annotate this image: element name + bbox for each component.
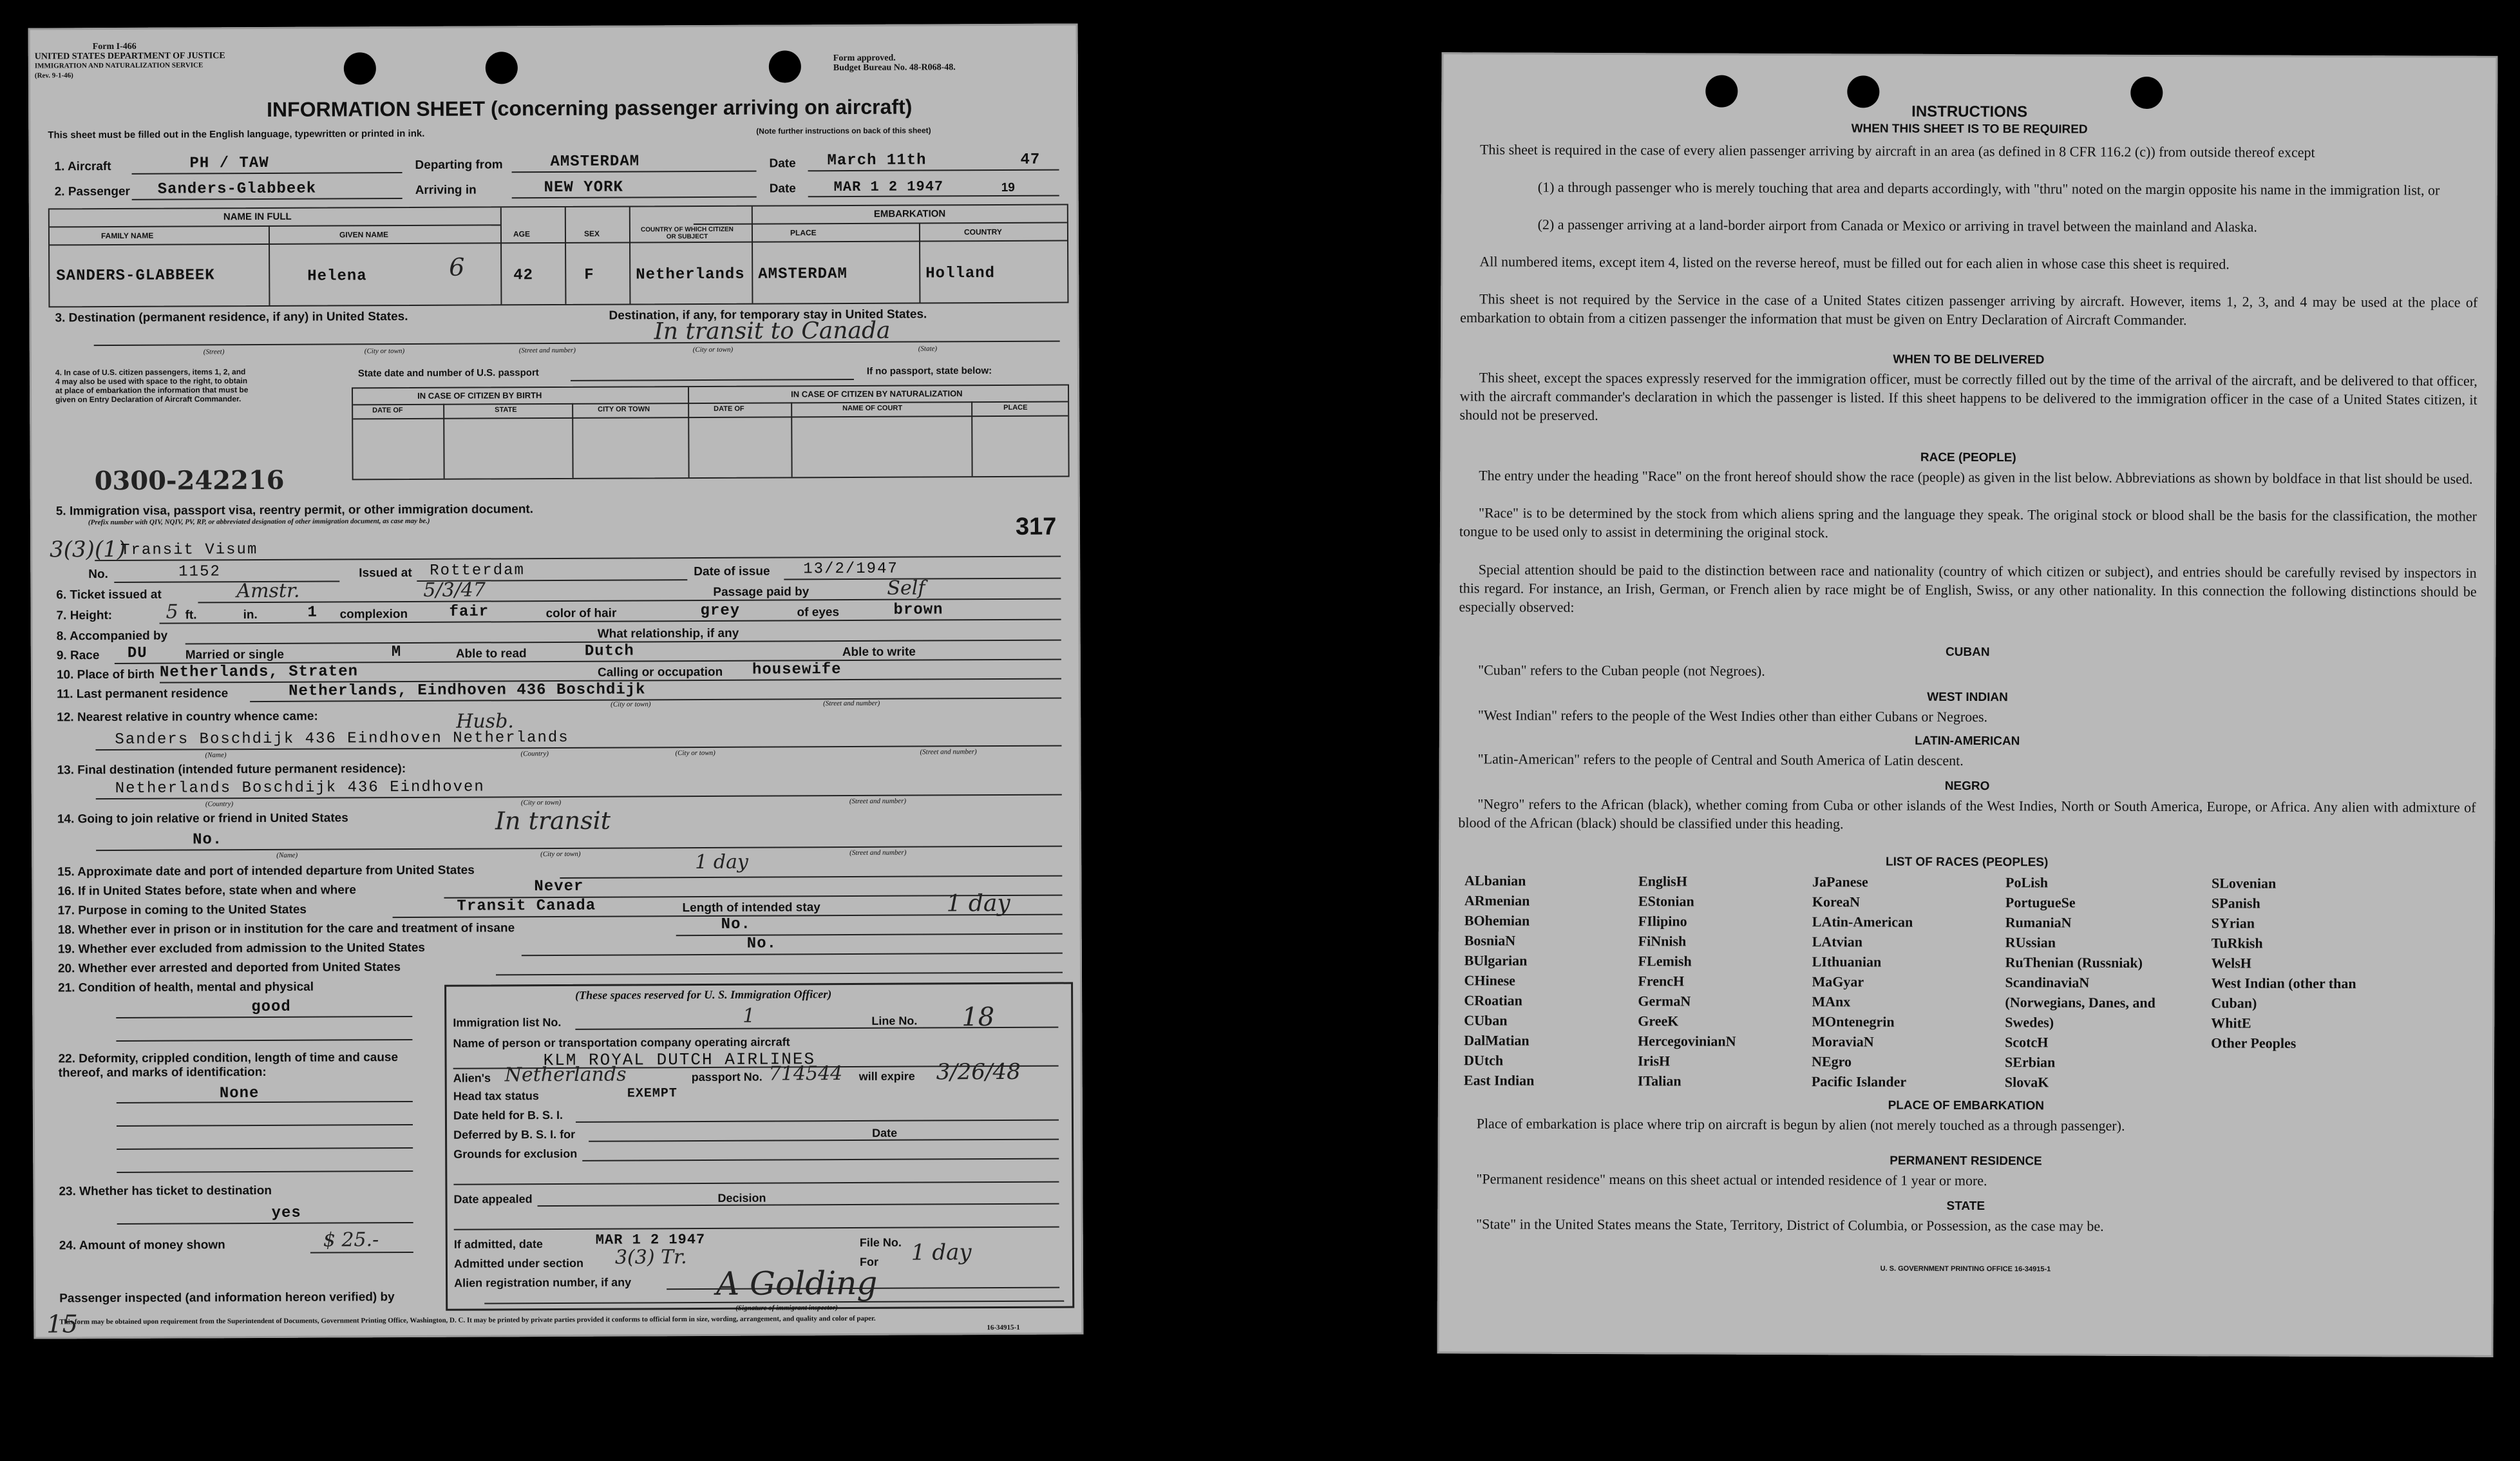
race-value: DU [127,644,147,662]
race-item: BOhemian [1464,912,1530,929]
back-instructions-sheet [1437,52,2497,1357]
race-item: SLovenian [2211,875,2277,892]
grounds-label: Grounds for exclusion [453,1147,578,1161]
race-item: BUlgarian [1464,952,1528,969]
eyes-value: brown [893,601,943,619]
join-relative-value: No. [193,831,223,849]
race-item: LIthuanian [1812,953,1882,970]
para-delivered: This sheet, except the spaces expressly reserved for the immigration officer, must be correctly filled out by the time of the arrival of the aircraft, and be delivered to that officer, with the aircraft commander's declaration in which the passenger is listed. If this sheet happens to be delivered to the immigration officer in the case of a United States citizen, it should not be preserved. [1459,369,2477,423]
race-item: SlovaK [2004,1074,2049,1091]
item20-label: 20. Whether ever arrested and deported from United States [57,960,401,976]
form-instruction: This sheet must be filled out in the English language, typewritten or printed in ink. [48,128,425,141]
height-ft-label: ft. [185,608,197,622]
sub-street: (Street) [203,348,225,356]
race-item: RumaniaN [2005,914,2072,931]
passport-value: 714544 [768,1062,843,1085]
decision-label: Decision [717,1191,766,1205]
alien-nationality-handwritten: Netherlands [504,1063,627,1087]
form-header [35,41,225,81]
para-embarkation: Place of embarkation is place where trip on aircraft is begun by alien (not merely touched as a through passenger). [1476,1115,2125,1134]
item5-label: 5. Immigration visa, passport visa, reentry permit, or other immigration document. [55,502,534,519]
col-court: NAME OF COURT [842,404,903,413]
race-item: RuThenian (Russniak) [2005,954,2143,971]
race-item: PortugueSe [2005,894,2076,911]
race-heading: RACE (PEOPLE) [1920,450,2016,465]
embarkation-country-value: Holland [925,265,996,283]
sub-state: (State) [918,345,938,353]
item16-label: 16. If in United States before, state when and where [57,883,356,899]
header-by-birth: IN CASE OF CITIZEN BY BIRTH [417,390,542,401]
when-delivered-heading: WHEN TO BE DELIVERED [1893,352,2045,367]
citizen-value: Netherlands [636,265,745,284]
para-latin-american: "Latin-American" refers to the people of Central and South America of Latin descent. [1477,750,1964,769]
form-footer: This form may be obtained upon requirement from the Superintendent of Documents, Government Printing Office, Washington, D. C. It may be printed by private parties provided it conforms to official form in size, wording, arrangement, and quality and color of paper. [59,1314,876,1326]
sub-street-number: (Street and number) [849,848,907,857]
race-item: LAtvian [1812,933,1863,950]
year-prefix: 19 [1001,180,1015,195]
arrival-date-stamp: MAR 1 2 1947 [833,178,944,196]
race-item: ScandinaviaN (Norwegians, Danes, and Swedes) [2005,974,2155,1031]
item17-label: 17. Purpose in coming to the United States [57,902,307,918]
race-item: East Indian [1463,1072,1535,1089]
race-item: WelsH [2211,955,2251,971]
list-value: 1 [743,1004,755,1027]
occupation-label: Calling or occupation [597,665,723,680]
item14-label: 14. Going to join relative or friend in United States [57,811,348,826]
para-race: The entry under the heading "Race" on the front hereof should show the race (people) as given in the list below. Abbreviations as shown by boldface in that list should be used. [1479,467,2473,487]
year-value: 47 [1020,151,1041,169]
expire-value: 3/26/48 [936,1058,1021,1085]
race-item: LAtin-American [1812,913,1913,930]
revision: (Rev. 9-1-46) [34,72,73,80]
race-item: Other Peoples [2211,1035,2297,1051]
departing-value: AMSTERDAM [550,153,640,171]
header-age: AGE [513,229,531,239]
officer-header: (These spaces reserved for U. S. Immigration Officer) [575,988,832,1002]
list-of-races-heading: LIST OF RACES (PEOPLES) [1885,855,2049,870]
health-value: good [251,998,291,1017]
race-item: West Indian (other than Cuban) [2211,975,2356,1011]
race-column-1 [1464,870,1535,1090]
item3-handwritten: In transit to Canada [654,317,891,345]
item4-passport-label: State date and number of U.S. passport [357,367,539,379]
held-label: Date held for B. S. I. [453,1108,564,1122]
height-in-label: in. [243,608,258,622]
state-heading: STATE [1946,1199,1985,1214]
sub-country: (Country) [205,800,234,808]
deferred-date-label: Date [872,1126,898,1140]
race-item: SYrian [2211,915,2255,931]
complexion-label: complexion [339,607,408,622]
item4-nopassport-label: If no passport, state below: [866,365,992,377]
read-label: Able to read [455,647,527,661]
item5-sublabel: (Prefix number with QIV, NQIV, PV, RP, or abbreviated designation of other immigration document, as case may be.) [88,517,430,527]
item13-label: 13. Final destination (intended future permanent residence): [57,762,406,778]
race-item: IrisH [1638,1053,1671,1069]
header-place: PLACE [790,228,817,238]
date-issue-value: 13/2/1947 [803,560,898,578]
race-item: ScotcH [2005,1034,2049,1051]
sub-city: (City or town) [692,345,734,354]
passport-label: passport No. [691,1070,763,1084]
date-issue-label: Date of issue [694,564,770,579]
for-value: 1 day [911,1239,972,1266]
race-item: TuRkish [2211,935,2263,951]
sub-street-number: (Street and number) [518,346,576,355]
ticket-issued-value: Amstr. [236,579,300,603]
company-value: KLM ROYAL DUTCH AIRLINES [543,1049,816,1071]
race-item: DUtch [1464,1052,1504,1069]
header-name-in-full: NAME IN FULL [223,211,292,223]
sub-city: (City or town) [364,347,405,356]
departure-handwritten: 1 day [695,850,748,874]
race-item: MOntenegrin [1812,1013,1895,1030]
visa-type-value: Transit Visum [120,541,258,559]
passage-paid-label: Passage paid by [713,585,810,599]
final-destination-value: Netherlands Boschdijk 436 Eindhoven [115,778,485,797]
married-value: M [391,644,402,662]
aircraft-label: 1. Aircraft [54,160,111,174]
instruction-note: (Note further instructions on back of this sheet) [756,126,931,136]
company-label: Name of person or transportation company operating aircraft [453,1035,790,1050]
race-item: NEgro [1812,1053,1852,1070]
birthplace-value: Netherlands, Straten [159,663,359,682]
deferred-label: Deferred by B. S. I. for [453,1127,576,1141]
col-date: DATE OF [372,406,403,415]
race-item: FLemish [1638,953,1692,969]
arriving-label: Arriving in [415,183,477,197]
race-column-4 [2005,872,2173,1093]
race-item: JaPanese [1812,874,1868,890]
height-in-value: 1 [307,604,317,622]
item10-label: 10. Place of birth [56,667,155,682]
list-label: Immigration list No. [453,1015,562,1029]
date-label: Date [769,157,796,171]
budget-bureau: Budget Bureau No. 48-R068-48. [833,62,956,73]
header-by-naturalization: IN CASE OF CITIZEN BY NATURALIZATION [791,388,963,399]
eyes-label: of eyes [797,606,840,620]
col-city: CITY OR TOWN [598,405,650,414]
family-name-value: SANDERS-GLABBEEK [56,267,215,285]
race-column-3 [1812,872,1913,1092]
sex-value: F [584,266,594,284]
race-item: CUban [1464,1012,1508,1029]
for-label: For [859,1255,878,1268]
race-item: CHinese [1464,972,1515,989]
sub-city: (City or town) [540,850,581,859]
race-item: PoLish [2005,874,2049,891]
deformity-value: None [219,1085,260,1103]
race-item: CRoatian [1464,992,1522,1009]
sub-city: (City or town) [611,700,651,709]
sub-city: (City or town) [520,798,562,807]
place-embarkation-heading: PLACE OF EMBARKATION [1888,1098,2045,1113]
sub-name: (Name) [205,751,227,759]
instructions-title: INSTRUCTIONS [1911,102,2028,121]
race-item: MAnx [1812,993,1851,1010]
header-citizen-country: COUNTRY OF WHICH CITIZEN OR SUBJECT [640,225,734,241]
item18-label: 18. Whether ever in prison or in institution for the care and treatment of insane [57,921,515,937]
sub-street-number: (Street and number) [823,699,880,708]
admitted-label: If admitted, date [453,1237,543,1251]
item22-label: 22. Deformity, crippled condition, length of time and cause thereof, and marks of identification: [58,1051,399,1080]
aliens-label: Alien's [453,1071,491,1085]
punch-hole [486,52,518,84]
departing-label: Departing from [415,158,503,172]
relative-handwritten: Husb. [456,710,514,733]
race-column-2 [1638,871,1737,1091]
issued-at-label: Issued at [359,566,412,580]
sub-city: (City or town) [675,749,715,758]
para-exception-1: (1) a through passenger who is merely touching that area and departs accordingly, with "thru" noted on the margin opposite his name in the immigration list, or [1537,178,2440,198]
race-item: SPanish [2211,895,2260,912]
date-label: Date [769,182,796,196]
col-place: PLACE [1003,403,1028,412]
given-name-mark: 6 [449,253,465,282]
race-item: DalMatian [1464,1032,1530,1049]
permanent-residence-heading: PERMANENT RESIDENCE [1890,1154,2042,1169]
header-embarkation: EMBARKATION [873,208,946,220]
prison-value: No. [721,915,751,933]
front-information-sheet [28,23,1084,1339]
head-tax-label: Head tax status [453,1089,539,1103]
para-permanent-residence: "Permanent residence" means on this sheet actual or intended residence of 1 year or more. [1476,1170,1987,1189]
item24-label: 24. Amount of money shown [59,1238,225,1253]
signature-caption: (Signature of immigrant inspector) [735,1304,838,1312]
item8-label: 8. Accompanied by [56,629,168,644]
sub-name: (Name) [276,851,298,859]
age-value: 42 [513,267,534,285]
sub-country: (Country) [520,750,549,758]
expire-label: will expire [858,1069,915,1083]
race-item: Pacific Islander [1811,1073,1907,1090]
sub-street-number: (Street and number) [920,748,977,756]
punch-hole [769,50,801,82]
race-item: EStonian [1638,893,1694,910]
height-ft-value: 5 [166,600,178,624]
passenger-label: 2. Passenger [54,184,130,199]
length-stay-label: Length of intended stay [682,901,820,915]
para-negro: "Negro" refers to the African (black), whether coming from Cuba or other islands of the West Indies, North or South America, Europe, or Africa. Any alien with admixture of blood of the African (black) should be classified under this heading. [1458,796,2476,832]
ticket-date-value: 5/3/47 [423,578,486,602]
purpose-value: Transit Canada [457,897,596,915]
last-residence-value: Netherlands, Eindhoven 436 Boschdijk [289,681,646,700]
inspector-signature: A Golding [715,1264,878,1303]
form-code: 16-34915-1 [987,1323,1020,1332]
header-sex: SEX [583,229,600,238]
race-item: MoraviaN [1812,1033,1874,1050]
item19-label: 19. Whether ever excluded from admission to the United States [57,941,425,957]
race-item: GermaN [1638,993,1691,1009]
west-indian-heading: WEST INDIAN [1927,690,2008,705]
sheet-number: 317 [1015,513,1057,540]
file-number-handwritten: 0300-242216 [94,464,285,497]
when-required-heading: WHEN THIS SHEET IS TO BE REQUIRED [1851,122,2088,137]
section-label: Admitted under section [453,1256,584,1270]
race-item: RUssian [2005,934,2056,951]
nearest-relative-value: Sanders Boschdijk 436 Eindhoven Netherlands [115,729,569,749]
header-country: COUNTRY [963,227,1002,237]
excluded-value: No. [746,935,777,953]
race-item: SErbian [2005,1054,2056,1071]
item15-label: 15. Approximate date and port of intended departure from United States [57,863,475,879]
before-in-us-value: Never [534,877,584,896]
col-state: STATE [495,406,517,414]
service-name: IMMIGRATION AND NATURALIZATION SERVICE [34,61,204,70]
race-column-5 [2211,873,2379,1053]
item21-label: 21. Condition of health, mental and physical [58,980,314,995]
para-cuban: "Cuban" refers to the Cuban people (not Negroes). [1478,662,1765,679]
form-number: Form I-466 [92,41,137,52]
negro-heading: NEGRO [1944,779,1990,794]
money-value: $ 25.- [323,1228,379,1252]
race-item: WhitE [2211,1015,2251,1031]
race-item: HercegovinianN [1638,1033,1736,1049]
line-label: Line No. [871,1014,918,1027]
alien-reg-label: Alien registration number, if any [454,1275,632,1290]
complexion-value: fair [449,603,489,621]
visa-no-label: No. [88,568,108,582]
read-value: Dutch [584,642,634,660]
item6-label: 6. Ticket issued at [56,587,162,602]
race-item: ARmenian [1464,892,1530,909]
para-not-required: This sheet is not required by the Service in the case of a United States citizen passenger arriving by aircraft. However, items 1, 2, 3, and 4 may be used at the place of embarkation to obtain from a citizen passenger the information that must be given on Entry Declaration of Aircraft Commander. [1460,291,2478,329]
para-exception-2: (2) a passenger arriving at a land-border airport from Canada or Mexico or arriving in travel between the mainland and Alaska. [1537,216,2257,235]
officer-box [444,982,1074,1311]
item3-temp-label: Destination, if any, for temporary stay in United States. [609,307,927,323]
cuban-heading: CUBAN [1945,645,1990,660]
write-label: Able to write [842,645,916,660]
name-table [48,204,1069,308]
header-given-name: GIVEN NAME [339,230,389,240]
item23-label: 23. Whether has ticket to destination [59,1183,272,1199]
race-item: ALbanian [1464,872,1526,889]
married-label: Married or single [185,647,284,662]
item7-label: 7. Height: [56,609,113,623]
date-value: March 11th [827,151,927,170]
admitted-stamp: MAR 1 2 1947 [595,1231,706,1248]
inspected-label: Passenger inspected (and information hereon verified) by [59,1290,395,1306]
race-item: MaGyar [1812,973,1864,990]
item9-label: 9. Race [56,649,100,663]
race-item: FIlipino [1638,913,1687,930]
form-approved-line: Form approved. [833,53,896,64]
race-item: GreeK [1638,1013,1679,1029]
item3-label: 3. Destination (permanent residence, if any) in United States. [55,309,408,325]
passage-paid-value: Self [887,577,925,600]
head-tax-value: EXEMPT [627,1086,677,1102]
punch-hole [344,52,376,84]
hair-value: grey [700,602,741,620]
race-item: KoreaN [1812,893,1861,910]
in-transit-handwritten: In transit [495,806,611,836]
dept-name: UNITED STATES DEPARTMENT OF JUSTICE [34,51,225,62]
form-title: INFORMATION SHEET (concerning passenger arriving on aircraft) [267,95,913,121]
sub-street-number: (Street and number) [849,797,907,806]
item11-label: 11. Last permanent residence [57,687,229,702]
occupation-value: housewife [752,661,842,679]
line-value: 18 [962,1002,995,1033]
appealed-label: Date appealed [453,1192,533,1206]
race-item: BosniaN [1464,932,1516,949]
arriving-value: NEW YORK [544,178,623,197]
gpo-footer: U. S. GOVERNMENT PRINTING OFFICE 16-34915-1 [1880,1265,2051,1274]
relationship-label: What relationship, if any [597,626,739,641]
race-item: ITalian [1637,1073,1682,1089]
latin-american-heading: LATIN-AMERICAN [1915,734,2020,749]
hair-label: color of hair [545,606,617,621]
citizen-table [352,385,1070,481]
section-value: 3(3) Tr. [614,1246,687,1269]
item12-label: 12. Nearest relative in country whence came: [57,709,318,725]
race-item: EnglisH [1638,873,1687,890]
embarkation-place-value: AMSTERDAM [758,265,848,283]
form-approved [833,53,956,73]
header-family-name: FAMILY NAME [100,231,154,241]
ticket-value: yes [271,1204,301,1222]
issued-at-value: Rotterdam [430,562,525,580]
length-stay-handwritten: 1 day [946,890,1010,917]
aircraft-value: PH / TAW [189,154,269,173]
passenger-value: Sanders-Glabbeek [157,180,317,198]
para-race-stock: "Race" is to be determined by the stock from which aliens spring and the language they speak. The original stock or blood shall be the basis for the classification, the mother tongue to be used only to assist in determining the original stock. [1459,504,2477,541]
classification-handwritten: 3(3)(1) [50,536,126,563]
para-numbered-items: All numbered items, except item 4, listed on the reverse hereof, must be filled out for each alien in whose case this sheet is required. [1479,253,2230,272]
margin-mark: 15 [46,1310,78,1339]
race-item: FrencH [1638,973,1685,989]
para-state: "State" in the United States means the State, Territory, District of Columbia, or Possession, as the case may be. [1476,1216,2104,1234]
col-date-nat: DATE OF [714,405,744,413]
given-name-value: Helena [307,267,367,285]
race-item: FiNnish [1638,933,1687,950]
para-west-indian: "West Indian" refers to the people of the West Indies other than either Cubans or Negroes. [1477,707,1988,725]
item4-label: 4. In case of U.S. citizen passengers, items 1, 2, and 4 may also be used with space to the right, to obtain at place of embarkation the information that must be given on Entry Declaration of Aircraft Commander. [55,367,249,405]
visa-no-value: 1152 [178,563,221,581]
file-label: File No. [859,1236,902,1249]
para-required: This sheet is required in the case of every alien passenger arriving by aircraft in an area (as defined in 8 CFR 116.2 (c)) from outside thereof except [1479,141,2315,160]
para-distinction: Special attention should be paid to the distinction between race and nationality (country of which citizen or subject), and entries should be carefully revised by inspectors in this regard. For instance, an Irish, German, or French alien by race might be of English, Swiss, or any other nationality. In this connection the following distinctions should be especially observed: [1459,561,2477,615]
